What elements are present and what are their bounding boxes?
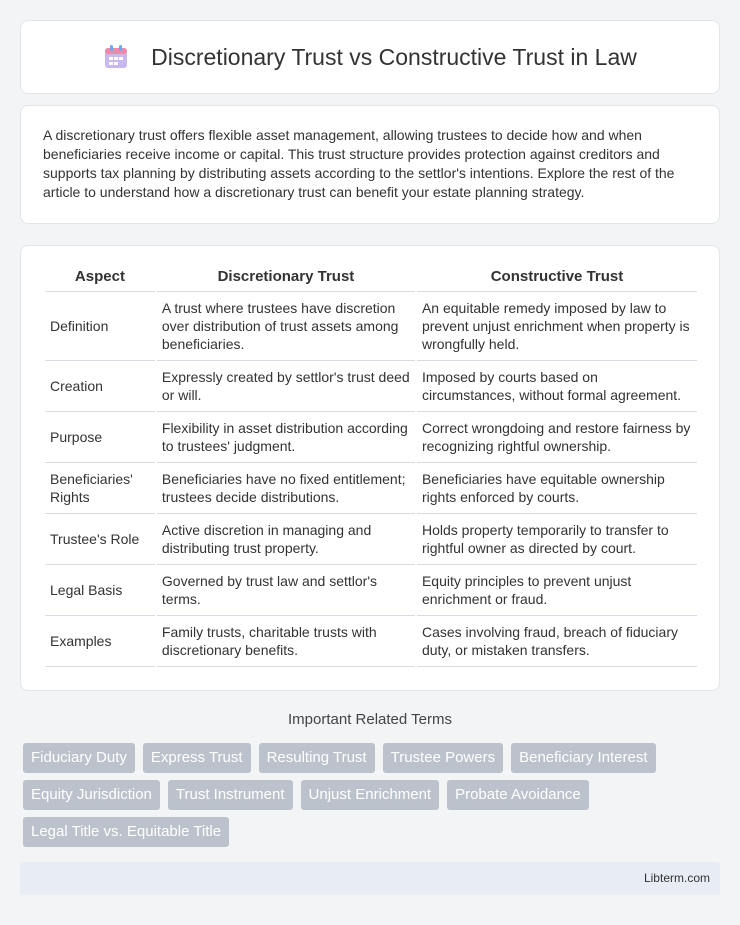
term-tag[interactable]: Express Trust [143, 743, 251, 773]
row-aspect: Examples [45, 616, 155, 667]
table-row [45, 412, 697, 463]
intro-text: A discretionary trust offers flexible asset management, allowing trustees to decide how and when beneficiaries receive income or capital. This trust structure provides protection against creditors and supports tax planning by distributing assets according to the settlor's intentions. Explore the rest of the article to understand how a discretionary trust can benefit your estate planning strategy. [43, 127, 675, 200]
row-constructive: An equitable remedy imposed by law to prevent unjust enrichment when property is wrongfully held. [417, 292, 697, 361]
row-aspect: Trustee's Role [45, 514, 155, 565]
row-discretionary: Beneficiaries have no fixed entitlement; trustees decide distributions. [157, 463, 415, 514]
row-discretionary: Active discretion in managing and distributing trust property. [157, 514, 415, 565]
term-tag[interactable]: Equity Jurisdiction [23, 780, 160, 810]
row-constructive: Imposed by courts based on circumstances, without formal agreement. [417, 361, 697, 412]
row-constructive: Beneficiaries have equitable ownership rights enforced by courts. [417, 463, 697, 514]
table-row [45, 565, 697, 616]
row-discretionary: Governed by trust law and settlor's terms. [157, 565, 415, 616]
table-header-row [45, 262, 697, 292]
table-row [45, 514, 697, 565]
comparison-table [43, 262, 699, 667]
row-constructive: Cases involving fraud, breach of fiduciary duty, or mistaken transfers. [417, 616, 697, 667]
related-terms-title: Important Related Terms [288, 711, 452, 728]
term-tag[interactable]: Fiduciary Duty [23, 743, 135, 773]
intro-card [20, 105, 720, 224]
row-discretionary: Flexibility in asset distribution according to trustees' judgment. [157, 412, 415, 463]
term-tag[interactable]: Trustee Powers [383, 743, 503, 773]
term-tag[interactable]: Resulting Trust [259, 743, 375, 773]
header-discretionary: Discretionary Trust [157, 262, 415, 292]
row-aspect: Definition [45, 292, 155, 361]
row-discretionary: Family trusts, charitable trusts with discretionary benefits. [157, 616, 415, 667]
row-constructive: Correct wrongdoing and restore fairness by recognizing rightful ownership. [417, 412, 697, 463]
header-constructive: Constructive Trust [417, 262, 697, 292]
table-row [45, 463, 697, 514]
footer [20, 862, 720, 895]
term-tag[interactable]: Trust Instrument [168, 780, 293, 810]
footer-site-link[interactable]: Libterm.com [643, 871, 710, 885]
row-constructive: Holds property temporarily to transfer to rightful owner as directed by court. [417, 514, 697, 565]
page-title: Discretionary Trust vs Constructive Trust in Law [151, 43, 637, 70]
term-tag[interactable]: Beneficiary Interest [511, 743, 655, 773]
related-terms-list [23, 743, 723, 847]
row-aspect: Purpose [45, 412, 155, 463]
term-tag[interactable]: Legal Title vs. Equitable Title [23, 817, 229, 847]
comparison-card [20, 245, 720, 691]
header-aspect: Aspect [45, 262, 155, 292]
header-card [20, 20, 720, 94]
term-tag[interactable]: Probate Avoidance [447, 780, 589, 810]
row-aspect: Beneficiaries' Rights [45, 463, 155, 514]
term-tag[interactable]: Unjust Enrichment [301, 780, 440, 810]
table-row [45, 361, 697, 412]
row-aspect: Creation [45, 361, 155, 412]
calendar-icon [103, 44, 129, 70]
table-row [45, 616, 697, 667]
row-discretionary: A trust where trustees have discretion over distribution of trust assets among beneficiaries. [157, 292, 415, 361]
row-constructive: Equity principles to prevent unjust enrichment or fraud. [417, 565, 697, 616]
row-discretionary: Expressly created by settlor's trust deed or will. [157, 361, 415, 412]
row-aspect: Legal Basis [45, 565, 155, 616]
table-row [45, 292, 697, 361]
